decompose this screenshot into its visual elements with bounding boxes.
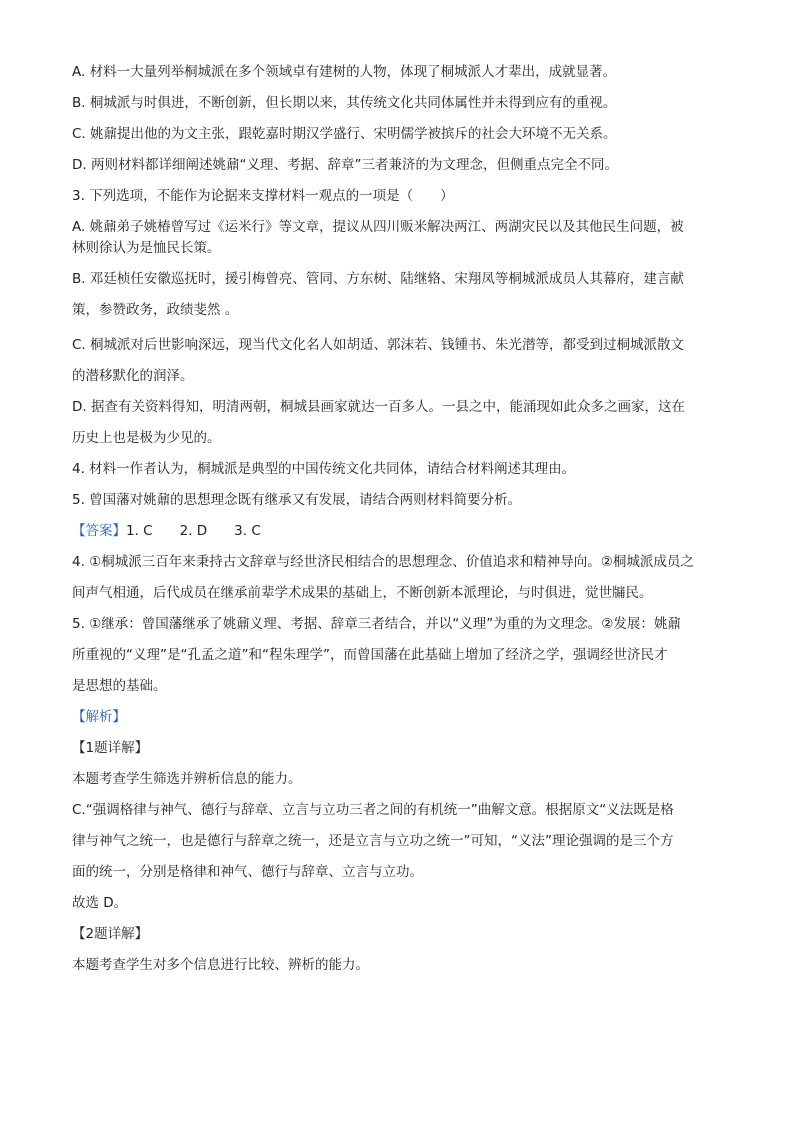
detail1-line4: 面的统一，分别是格律和神气、德行与辞章、立言与立功。 — [72, 864, 423, 880]
q3-option-a-line1: A. 姚鼐弟子姚椿曾写过《运米行》等文章，提议从四川贩米解决两江、两湖灾民以及其他民生问题，被 — [72, 219, 684, 235]
question-5: 5. 曾国藩对姚鼐的思想理念既有继承又有发展，请结合两则材料简要分析。 — [72, 492, 522, 508]
answer-5-line1: 5. ①继承：曾国藩继承了姚鼐义理、考据、辞章三者结合，并以“义理”为重的为文理念。②发展：姚鼐 — [72, 616, 681, 632]
option-a-1: A. 材料一大量列举桐城派在多个领域卓有建树的人物，体现了桐城派人才辈出，成就显著。 — [72, 64, 617, 80]
q3-option-d-line1: D. 据查有关资料得知，明清两朝，桐城县画家就达一百多人。一县之中，能涌现如此众多之画家，这在 — [72, 399, 685, 415]
q3-option-b-line2: 策，参赞政务，政绩斐然 。 — [72, 302, 239, 318]
q3-option-c-line2: 的潜移默化的润泽。 — [72, 368, 194, 384]
detail1-line2: C.“强调格律与神气、德行与辞章、立言与立功三者之间的有机统一”曲解文意。根据原文“义法既是格 — [72, 802, 674, 818]
answer-4-line2: 间声气相通，后代成员在继承前辈学术成果的基础上，不断创新本派理论，与时俱进，觉世牖民。 — [72, 585, 653, 601]
q3-option-a-line2: 林则徐认为是恤民长策。 — [72, 240, 221, 256]
detail1-line1: 本题考查学生筛选并辨析信息的能力。 — [72, 771, 302, 787]
detail1-conclusion: 故选 D。 — [72, 895, 128, 911]
detail1-line3: 律与神气之统一，也是德行与辞章之统一，还是立言与立功之统一”可知，“义法”理论强调的是三个方 — [72, 833, 674, 849]
detail1-tag: 【1题详解】 — [72, 740, 149, 756]
answer-row — [72, 521, 724, 542]
q3-option-c-line1: C. 桐城派对后世影响深远，现当代文化名人如胡适、郭沫若、钱锺书、朱光潜等，都受到过桐城派散文 — [72, 337, 685, 353]
question-3: 3. 下列选项，不能作为论据来支撑材料一观点的一项是（ ） — [72, 188, 454, 204]
q3-option-d-line2: 历史上也是极为少见的。 — [72, 430, 221, 446]
answer-choices: 1. C 2. D 3. C — [126, 523, 261, 539]
answer-4-line1: 4. ①桐城派三百年来秉持古文辞章与经世济民相结合的思想理念、价值追求和精神导向。②桐城派成员之 — [72, 554, 694, 570]
answer-5-line3: 是思想的基础。 — [72, 678, 167, 694]
option-d-1: D. 两则材料都详细阐述姚鼐“义理、考据、辞章”三者兼济的为文理念，但侧重点完全不同。 — [72, 157, 618, 173]
question-4: 4. 材料一作者认为，桐城派是典型的中国传统文化共同体，请结合材料阐述其理由。 — [72, 461, 576, 477]
option-c-1: C. 姚鼐提出他的为文主张，跟乾嘉时期汉学盛行、宋明儒学被摈斥的社会大环境不无关系。 — [72, 126, 617, 142]
answer-5-line2: 所重视的“义理”是“孔孟之道”和“程朱理学”，而曾国藩在此基础上增加了经济之学，强调经世济民才 — [72, 647, 668, 663]
q3-option-b-line1: B. 邓廷桢任安徽巡抚时，援引梅曾亮、管同、方东树、陆继辂、宋翔凤等桐城派成员人其幕府，建言献 — [72, 271, 684, 287]
answer-tag: 【答案】 — [72, 523, 126, 539]
detail2-tag: 【2题详解】 — [72, 926, 149, 942]
option-b-1: B. 桐城派与时俱进，不断创新，但长期以来，其传统文化共同体属性并未得到应有的重视。 — [72, 95, 617, 111]
detail2-line1: 本题考查学生对多个信息进行比较、辨析的能力。 — [72, 957, 369, 973]
analysis-tag: 【解析】 — [72, 709, 126, 725]
